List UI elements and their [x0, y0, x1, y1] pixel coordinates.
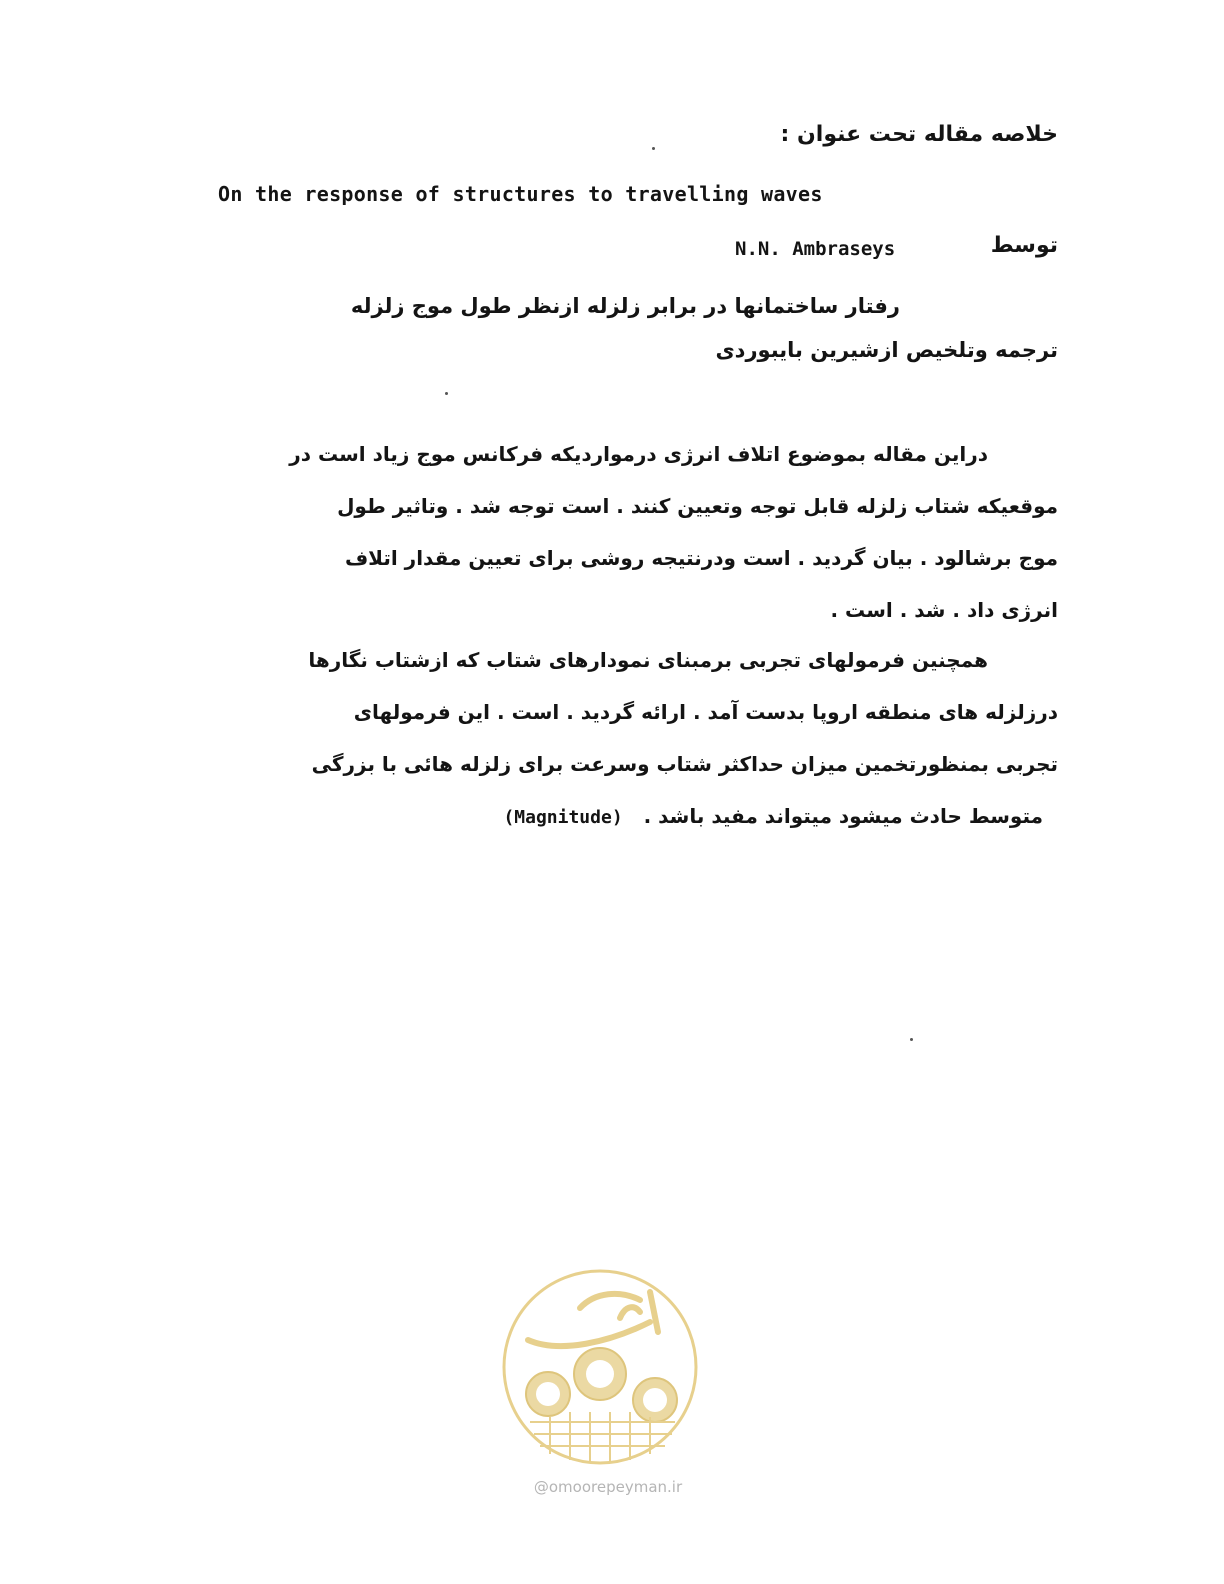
- paragraph-line: انرژی داد . شد . است .: [830, 598, 1058, 622]
- by-label: توسط: [990, 233, 1058, 258]
- summary-header-label: خلاصه مقاله تحت عنوان :: [780, 122, 1058, 147]
- omoorepeyman-watermark-logo: [500, 1262, 700, 1472]
- paragraph-line: تجربی بمنظورتخمین میزان حداکثر شتاب وسرعت برای زلزله هائی با بزرگی: [311, 752, 1058, 776]
- scan-speck: [445, 392, 448, 395]
- scan-speck: [652, 147, 655, 150]
- paragraph-1: [213, 428, 1058, 636]
- paragraph-line: درزلزله های منطقه اروپا بدست آمد . ارائه گردید . است . این فرمولهای: [353, 700, 1058, 724]
- watermark-site-label: @omoorepeyman.ir: [533, 1478, 683, 1496]
- paragraph-line: همچنین فرمولهای تجربی برمبنای نمودارهای شتاب که ازشتاب نگارها: [308, 648, 988, 672]
- translator-line: ترجمه وتلخیص ازشیرین بایبوردی: [715, 338, 1058, 362]
- magnitude-term: (Magnitude): [503, 807, 623, 828]
- paragraph-line: موقعیکه شتاب زلزله قابل توجه وتعیین کنند . است توجه شد . وتاثیر طول: [337, 494, 1058, 518]
- author-name: N.N. Ambraseys: [735, 238, 896, 260]
- paragraph-line: موج برشالود . بیان گردید . است ودرنتیجه روشی برای تعیین مقدار اتلاف: [344, 546, 1058, 570]
- paragraph-last-line: [213, 790, 1058, 842]
- last-line-suffix: متوسط حادث میشود میتواند مفید باشد .: [643, 804, 1043, 828]
- paragraph-2: [213, 634, 1058, 842]
- english-title: On the response of structures to travelling waves: [218, 182, 823, 206]
- persian-title: رفتار ساختمانها در برابر زلزله ازنظر طول موج زلزله: [350, 294, 900, 318]
- scan-speck: [910, 1038, 913, 1041]
- paragraph-line: دراین مقاله بموضوع اتلاف انرژی درمواردیکه فرکانس موج زیاد است در: [289, 442, 988, 466]
